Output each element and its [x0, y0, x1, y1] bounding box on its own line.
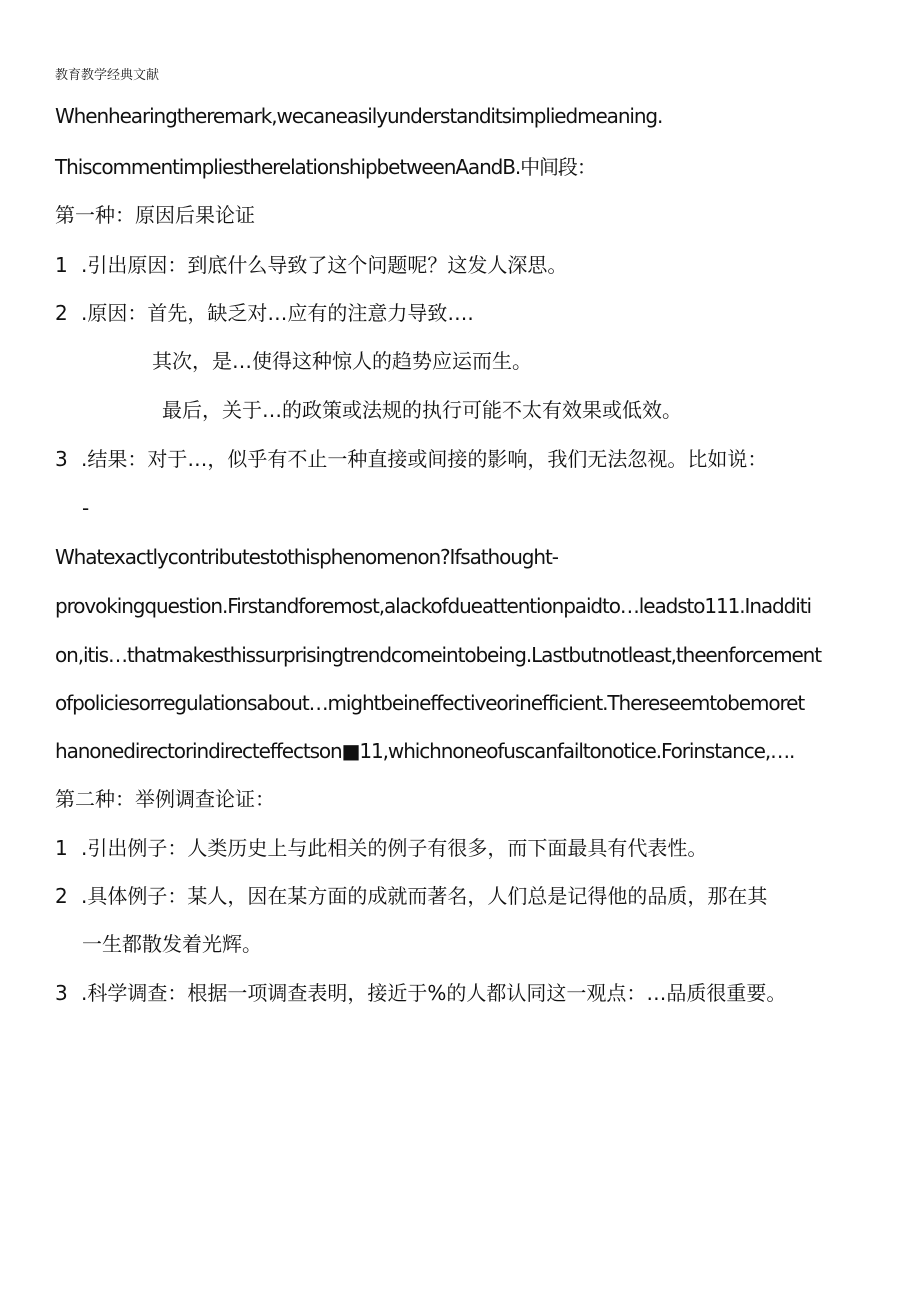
dash-mark: -	[82, 496, 90, 520]
english-paragraph-line-1: Whatexactlycontributestothisphenomenon?Ifsathought-	[55, 545, 558, 569]
item-number: 3	[55, 447, 68, 471]
item-number: 2	[55, 301, 68, 325]
section-1-item-3	[55, 445, 767, 473]
item-text: .科学调查：根据一项调查表明，接近于%的人都认同这一观点：…品质很重要。	[81, 981, 787, 1005]
page-header: 教育教学经典文献	[55, 68, 160, 83]
item-text: .原因：首先，缺乏对…应有的注意力导致….	[81, 301, 474, 325]
section-2-item-2-cont: 一生都散发着光辉。	[82, 932, 262, 956]
section-1-title: 第一种：原因后果论证	[55, 203, 255, 227]
item-text: .引出原因：到底什么导致了这个问题呢？这发人深思。	[81, 253, 568, 277]
item-number: 2	[55, 884, 68, 908]
english-paragraph-line-5: hanonedirectorindirecteffectson■11,whichnoneofuscanfailtonotice.Forinstance,….	[55, 739, 795, 763]
english-paragraph-line-2: provokingquestion.Firstandforemost,alackofdueattentionpaidto…leadsto111.Inadditi	[55, 594, 811, 618]
section-2-item-1	[55, 834, 707, 862]
item-number: 3	[55, 981, 68, 1005]
section-1-item-2-cont-2: 最后，关于…的政策或法规的执行可能不太有效果或低效。	[162, 398, 682, 422]
section-1-item-2	[55, 299, 474, 327]
item-number: 1	[55, 253, 68, 277]
item-number: 1	[55, 836, 68, 860]
item-text: .引出例子：人类历史上与此相关的例子有很多，而下面最具有代表性。	[81, 836, 708, 860]
section-2-item-2	[55, 882, 767, 910]
intro-line-2: ThiscommentimpliestherelationshipbetweenAandB.中间段：	[55, 155, 596, 179]
intro-line-1: Whenhearingtheremark,wecaneasilyunderstanditsimpliedmeaning.	[55, 104, 663, 128]
item-text: .具体例子：某人，因在某方面的成就而著名，人们总是记得他的品质，那在其	[81, 884, 768, 908]
section-2-title: 第二种：举例调查论证：	[55, 787, 275, 811]
section-1-item-2-cont-1: 其次，是…使得这种惊人的趋势应运而生。	[152, 349, 532, 373]
section-1-item-1	[55, 251, 567, 279]
english-paragraph-line-4: ofpoliciesorregulationsabout…mightbeineffectiveorinefficient.Thereseemtobemoret	[55, 691, 805, 715]
english-paragraph-line-3: on,itis…thatmakesthissurprisingtrendcomeintobeing.Lastbutnotleast,theenforcement	[55, 643, 821, 667]
section-2-item-3	[55, 979, 786, 1007]
item-text: .结果：对于…，似乎有不止一种直接或间接的影响，我们无法忽视。比如说：	[81, 447, 768, 471]
